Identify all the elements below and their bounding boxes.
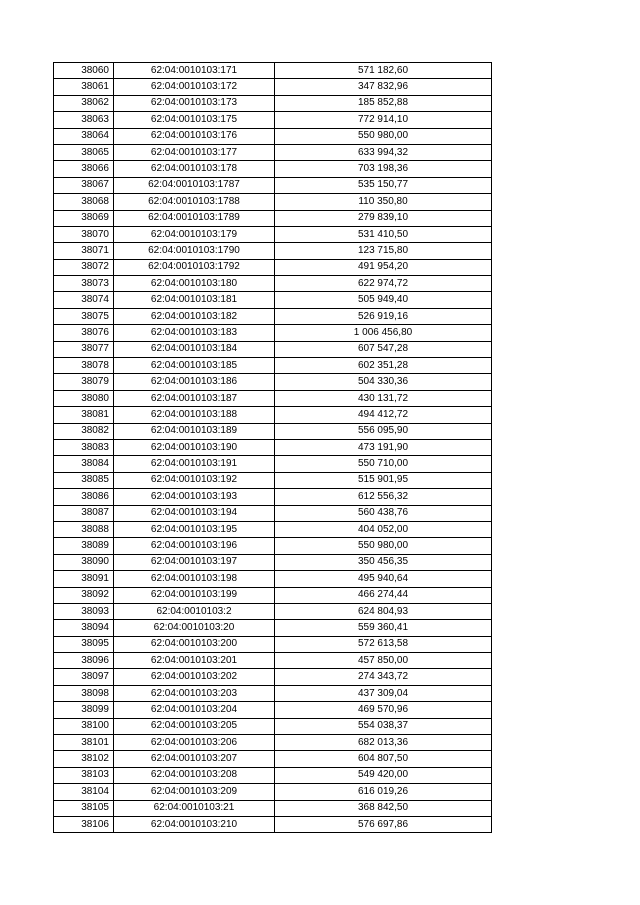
cadastral-value-cell: 572 613,58	[275, 636, 492, 652]
cadastral-value-cell: 772 914,10	[275, 112, 492, 128]
table-row	[54, 653, 492, 669]
cadastral-value-cell: 1 006 456,80	[275, 325, 492, 341]
row-number-cell: 38105	[54, 800, 114, 816]
cadastral-number-cell: 62:04:0010103:1788	[114, 194, 275, 210]
cadastral-value-cell: 279 839,10	[275, 210, 492, 226]
row-number-cell: 38098	[54, 685, 114, 701]
cadastral-value-cell: 466 274,44	[275, 587, 492, 603]
cadastral-number-cell: 62:04:0010103:2	[114, 603, 275, 619]
table-body	[54, 63, 492, 833]
cadastral-number-cell: 62:04:0010103:183	[114, 325, 275, 341]
table-row	[54, 685, 492, 701]
cadastral-number-cell: 62:04:0010103:194	[114, 505, 275, 521]
cadastral-number-cell: 62:04:0010103:201	[114, 653, 275, 669]
row-number-cell: 38068	[54, 194, 114, 210]
cadastral-value-cell: 457 850,00	[275, 653, 492, 669]
table-row	[54, 669, 492, 685]
cadastral-value-cell: 404 052,00	[275, 521, 492, 537]
row-number-cell: 38076	[54, 325, 114, 341]
cadastral-value-cell: 550 980,00	[275, 128, 492, 144]
row-number-cell: 38094	[54, 620, 114, 636]
cadastral-value-cell: 526 919,16	[275, 308, 492, 324]
row-number-cell: 38090	[54, 554, 114, 570]
table-row	[54, 128, 492, 144]
cadastral-value-cell: 550 980,00	[275, 538, 492, 554]
cadastral-value-cell: 616 019,26	[275, 784, 492, 800]
cadastral-value-cell: 469 570,96	[275, 702, 492, 718]
table-row	[54, 702, 492, 718]
cadastral-value-cell: 576 697,86	[275, 816, 492, 832]
table-row	[54, 784, 492, 800]
table-row	[54, 341, 492, 357]
cadastral-value-cell: 559 360,41	[275, 620, 492, 636]
table-row	[54, 259, 492, 275]
cadastral-number-cell: 62:04:0010103:1790	[114, 243, 275, 259]
row-number-cell: 38095	[54, 636, 114, 652]
cadastral-value-cell: 437 309,04	[275, 685, 492, 701]
table-row	[54, 79, 492, 95]
row-number-cell: 38060	[54, 63, 114, 79]
table-row	[54, 587, 492, 603]
cadastral-value-cell: 682 013,36	[275, 735, 492, 751]
cadastral-number-cell: 62:04:0010103:204	[114, 702, 275, 718]
cadastral-number-cell: 62:04:0010103:173	[114, 95, 275, 111]
cadastral-number-cell: 62:04:0010103:207	[114, 751, 275, 767]
cadastral-value-cell: 515 901,95	[275, 472, 492, 488]
table-row	[54, 177, 492, 193]
cadastral-number-cell: 62:04:0010103:182	[114, 308, 275, 324]
cadastral-number-cell: 62:04:0010103:185	[114, 358, 275, 374]
row-number-cell: 38078	[54, 358, 114, 374]
row-number-cell: 38081	[54, 407, 114, 423]
row-number-cell: 38071	[54, 243, 114, 259]
table-row	[54, 63, 492, 79]
cadastral-value-cell: 110 350,80	[275, 194, 492, 210]
row-number-cell: 38061	[54, 79, 114, 95]
row-number-cell: 38089	[54, 538, 114, 554]
cadastral-number-cell: 62:04:0010103:203	[114, 685, 275, 701]
table-row	[54, 210, 492, 226]
cadastral-value-cell: 535 150,77	[275, 177, 492, 193]
cadastral-number-cell: 62:04:0010103:1792	[114, 259, 275, 275]
cadastral-number-cell: 62:04:0010103:171	[114, 63, 275, 79]
row-number-cell: 38103	[54, 767, 114, 783]
row-number-cell: 38106	[54, 816, 114, 832]
row-number-cell: 38079	[54, 374, 114, 390]
row-number-cell: 38075	[54, 308, 114, 324]
cadastral-number-cell: 62:04:0010103:192	[114, 472, 275, 488]
cadastral-number-cell: 62:04:0010103:205	[114, 718, 275, 734]
row-number-cell: 38080	[54, 390, 114, 406]
row-number-cell: 38069	[54, 210, 114, 226]
cadastral-number-cell: 62:04:0010103:186	[114, 374, 275, 390]
cadastral-value-cell: 602 351,28	[275, 358, 492, 374]
cadastral-value-cell: 633 994,32	[275, 144, 492, 160]
table-row	[54, 194, 492, 210]
cadastral-number-cell: 62:04:0010103:196	[114, 538, 275, 554]
row-number-cell: 38065	[54, 144, 114, 160]
row-number-cell: 38063	[54, 112, 114, 128]
row-number-cell: 38085	[54, 472, 114, 488]
table-row	[54, 636, 492, 652]
cadastral-number-cell: 62:04:0010103:189	[114, 423, 275, 439]
cadastral-number-cell: 62:04:0010103:178	[114, 161, 275, 177]
table-row	[54, 144, 492, 160]
table-row	[54, 439, 492, 455]
cadastral-number-cell: 62:04:0010103:210	[114, 816, 275, 832]
row-number-cell: 38099	[54, 702, 114, 718]
table-row	[54, 554, 492, 570]
cadastral-number-cell: 62:04:0010103:187	[114, 390, 275, 406]
cadastral-value-cell: 607 547,28	[275, 341, 492, 357]
row-number-cell: 38102	[54, 751, 114, 767]
cadastral-number-cell: 62:04:0010103:184	[114, 341, 275, 357]
cadastral-number-cell: 62:04:0010103:1789	[114, 210, 275, 226]
table-row	[54, 521, 492, 537]
table-row	[54, 456, 492, 472]
cadastral-value-cell: 123 715,80	[275, 243, 492, 259]
cadastral-value-cell: 185 852,88	[275, 95, 492, 111]
table-row	[54, 538, 492, 554]
table-row	[54, 505, 492, 521]
cadastral-value-cell: 350 456,35	[275, 554, 492, 570]
row-number-cell: 38084	[54, 456, 114, 472]
row-number-cell: 38092	[54, 587, 114, 603]
cadastral-value-cell: 622 974,72	[275, 276, 492, 292]
row-number-cell: 38073	[54, 276, 114, 292]
cadastral-value-cell: 560 438,76	[275, 505, 492, 521]
row-number-cell: 38064	[54, 128, 114, 144]
cadastral-value-cell: 554 038,37	[275, 718, 492, 734]
cadastral-number-cell: 62:04:0010103:199	[114, 587, 275, 603]
cadastral-value-cell: 624 804,93	[275, 603, 492, 619]
table-row	[54, 276, 492, 292]
table-row	[54, 243, 492, 259]
cadastral-number-cell: 62:04:0010103:176	[114, 128, 275, 144]
row-number-cell: 38070	[54, 226, 114, 242]
cadastral-value-cell: 495 940,64	[275, 571, 492, 587]
table-row	[54, 325, 492, 341]
cadastral-value-cell: 531 410,50	[275, 226, 492, 242]
table-row	[54, 161, 492, 177]
cadastral-number-cell: 62:04:0010103:202	[114, 669, 275, 685]
row-number-cell: 38077	[54, 341, 114, 357]
cadastral-number-cell: 62:04:0010103:1787	[114, 177, 275, 193]
cadastral-value-cell: 550 710,00	[275, 456, 492, 472]
table-row	[54, 358, 492, 374]
cadastral-value-cell: 368 842,50	[275, 800, 492, 816]
cadastral-number-cell: 62:04:0010103:191	[114, 456, 275, 472]
cadastral-number-cell: 62:04:0010103:208	[114, 767, 275, 783]
row-number-cell: 38091	[54, 571, 114, 587]
table-row	[54, 751, 492, 767]
cadastral-number-cell: 62:04:0010103:21	[114, 800, 275, 816]
cadastral-number-cell: 62:04:0010103:172	[114, 79, 275, 95]
table-row	[54, 95, 492, 111]
cadastral-number-cell: 62:04:0010103:177	[114, 144, 275, 160]
cadastral-value-cell: 612 556,32	[275, 489, 492, 505]
cadastral-number-cell: 62:04:0010103:197	[114, 554, 275, 570]
row-number-cell: 38067	[54, 177, 114, 193]
row-number-cell: 38093	[54, 603, 114, 619]
cadastral-number-cell: 62:04:0010103:180	[114, 276, 275, 292]
cadastral-value-cell: 494 412,72	[275, 407, 492, 423]
cadastral-number-cell: 62:04:0010103:206	[114, 735, 275, 751]
cadastral-number-cell: 62:04:0010103:195	[114, 521, 275, 537]
table-row	[54, 735, 492, 751]
row-number-cell: 38087	[54, 505, 114, 521]
row-number-cell: 38086	[54, 489, 114, 505]
cadastral-value-cell: 491 954,20	[275, 259, 492, 275]
cadastral-number-cell: 62:04:0010103:188	[114, 407, 275, 423]
cadastral-value-cell: 604 807,50	[275, 751, 492, 767]
cadastral-number-cell: 62:04:0010103:181	[114, 292, 275, 308]
table-row	[54, 718, 492, 734]
row-number-cell: 38088	[54, 521, 114, 537]
row-number-cell: 38100	[54, 718, 114, 734]
table-row	[54, 226, 492, 242]
table-row	[54, 489, 492, 505]
table-row	[54, 816, 492, 832]
cadastral-value-cell: 274 343,72	[275, 669, 492, 685]
table-row	[54, 390, 492, 406]
table-row	[54, 112, 492, 128]
table-row	[54, 603, 492, 619]
row-number-cell: 38066	[54, 161, 114, 177]
row-number-cell: 38082	[54, 423, 114, 439]
cadastral-value-cell: 347 832,96	[275, 79, 492, 95]
table-row	[54, 374, 492, 390]
cadastral-value-cell: 505 949,40	[275, 292, 492, 308]
cadastral-value-cell: 430 131,72	[275, 390, 492, 406]
cadastral-value-cell: 549 420,00	[275, 767, 492, 783]
row-number-cell: 38083	[54, 439, 114, 455]
table-row	[54, 407, 492, 423]
table-row	[54, 472, 492, 488]
cadastral-number-cell: 62:04:0010103:20	[114, 620, 275, 636]
table-row	[54, 292, 492, 308]
table-row	[54, 767, 492, 783]
cadastral-number-cell: 62:04:0010103:200	[114, 636, 275, 652]
row-number-cell: 38104	[54, 784, 114, 800]
cadastral-number-cell: 62:04:0010103:198	[114, 571, 275, 587]
cadastral-number-cell: 62:04:0010103:209	[114, 784, 275, 800]
cadastral-value-table	[53, 62, 492, 833]
cadastral-number-cell: 62:04:0010103:179	[114, 226, 275, 242]
cadastral-value-cell: 571 182,60	[275, 63, 492, 79]
cadastral-number-cell: 62:04:0010103:175	[114, 112, 275, 128]
cadastral-value-cell: 703 198,36	[275, 161, 492, 177]
row-number-cell: 38074	[54, 292, 114, 308]
row-number-cell: 38062	[54, 95, 114, 111]
row-number-cell: 38097	[54, 669, 114, 685]
row-number-cell: 38072	[54, 259, 114, 275]
table-row	[54, 423, 492, 439]
table-row	[54, 800, 492, 816]
cadastral-number-cell: 62:04:0010103:193	[114, 489, 275, 505]
cadastral-value-cell: 556 095,90	[275, 423, 492, 439]
cadastral-value-cell: 504 330,36	[275, 374, 492, 390]
cadastral-value-cell: 473 191,90	[275, 439, 492, 455]
row-number-cell: 38096	[54, 653, 114, 669]
table-row	[54, 571, 492, 587]
table-row	[54, 620, 492, 636]
cadastral-number-cell: 62:04:0010103:190	[114, 439, 275, 455]
row-number-cell: 38101	[54, 735, 114, 751]
table-row	[54, 308, 492, 324]
